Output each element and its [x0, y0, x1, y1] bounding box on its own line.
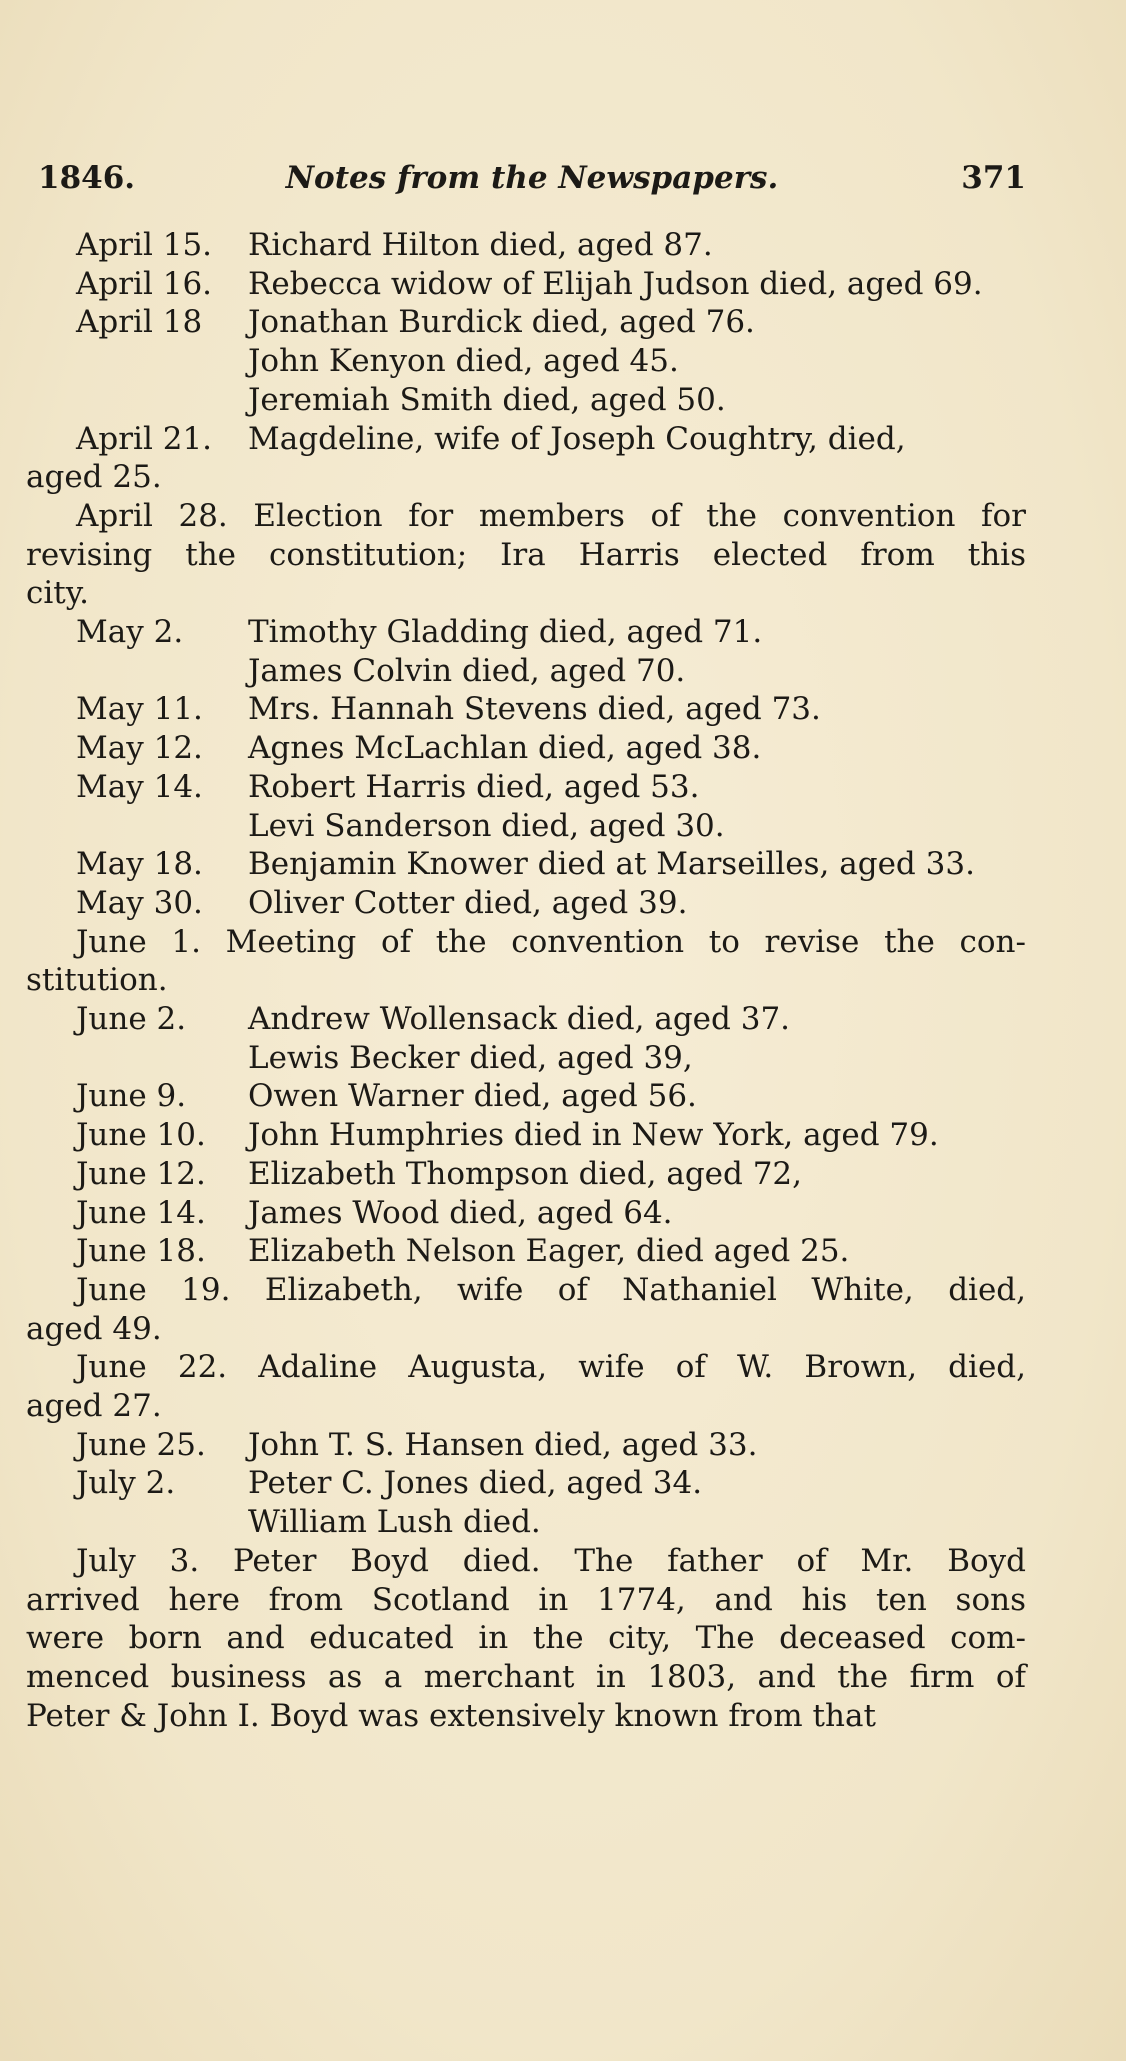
text-line — [26, 1348, 1026, 1386]
entry-text: Benjamin Knower died at Marseilles, aged 33. — [248, 846, 975, 883]
entry-text: Jonathan Burdick died, aged 76. — [248, 304, 755, 341]
continuation-line: stitution. — [26, 962, 168, 999]
header-year: 1846. — [38, 160, 136, 196]
entry-date: June 10. — [76, 1117, 206, 1154]
text-line — [26, 381, 1026, 419]
continuation-line: revising the constitution; Ira Harris elected from this — [26, 536, 1026, 573]
entry-text: James Colvin died, aged 70. — [248, 652, 686, 689]
text-line — [26, 690, 1026, 728]
continuation-line: Peter & John I. Boyd was extensively known from that — [26, 1697, 876, 1734]
text-line — [26, 497, 1026, 535]
entry-text: Peter C. Jones died, aged 34. — [248, 1465, 703, 1502]
entry-text: Jeremiah Smith died, aged 50. — [248, 381, 726, 418]
continuation-line: aged 27. — [26, 1388, 162, 1424]
entry-text: John T. S. Hansen died, aged 33. — [248, 1426, 758, 1463]
entry-date: May 2. — [76, 614, 184, 650]
text-line — [26, 458, 1026, 496]
text-line — [26, 1387, 1026, 1425]
entry-date: April 15. — [76, 227, 213, 263]
text-line — [26, 613, 1026, 651]
text-line — [26, 1077, 1026, 1115]
entry-date: May 18. — [76, 846, 203, 883]
text-line — [26, 845, 1026, 883]
entry-text: Robert Harris died, aged 53. — [248, 768, 700, 805]
text-line — [26, 1581, 1026, 1619]
entry-text: Owen Warner died, aged 56. — [248, 1078, 697, 1115]
continuation-line: arrived here from Scotland in 1774, and his ten sons — [26, 1581, 1026, 1618]
text-line — [26, 1464, 1026, 1502]
entry-text: Richard Hilton died, aged 87. — [248, 227, 713, 263]
text-line — [26, 1116, 1026, 1154]
entry-text: Elizabeth Nelson Eager, died aged 25. — [248, 1233, 850, 1270]
entry-date: April 18 — [76, 304, 203, 341]
text-line — [26, 923, 1026, 961]
entry-date: June 9. — [76, 1078, 187, 1115]
continuation-line: menced business as a merchant in 1803, and the firm of — [26, 1658, 1026, 1695]
entry-date: July 2. — [76, 1465, 176, 1502]
entry-date: May 11. — [76, 691, 203, 728]
text-line — [26, 265, 1026, 303]
text-line — [26, 1155, 1026, 1193]
text-line — [26, 768, 1026, 806]
text-line — [26, 420, 1026, 458]
entry-date: June 2. — [76, 1001, 187, 1037]
entry-line: June 1. Meeting of the convention to revise the con- — [76, 923, 1026, 960]
entry-date: June 18. — [76, 1233, 206, 1270]
text-line — [26, 536, 1026, 574]
entry-text: Elizabeth Thompson died, aged 72, — [248, 1155, 803, 1192]
text-line — [26, 1503, 1026, 1541]
header-title: Notes from the Newspapers. — [285, 160, 779, 196]
entry-text: Oliver Cotter died, aged 39. — [248, 884, 688, 921]
entry-text: Magdeline, wife of Joseph Coughtry, died, — [248, 420, 906, 457]
entry-date: April 21. — [76, 420, 213, 457]
entry-date: May 30. — [76, 884, 203, 921]
entry-line: June 22. Adaline Augusta, wife of W. Brown, died, — [76, 1349, 1026, 1386]
entry-text: Levi Sanderson died, aged 30. — [248, 807, 725, 844]
continuation-line: aged 49. — [26, 1310, 162, 1347]
text-line — [26, 807, 1026, 845]
entry-text: Mrs. Hannah Stevens died, aged 73. — [248, 691, 821, 728]
text-line — [26, 1194, 1026, 1232]
text-line — [26, 961, 1026, 999]
text-line — [26, 342, 1026, 380]
text-line — [26, 1619, 1026, 1657]
entry-text: James Wood died, aged 64. — [248, 1194, 673, 1231]
continuation-line: were born and educated in the city, The deceased com- — [26, 1620, 1026, 1657]
text-line — [26, 884, 1026, 922]
text-line — [26, 1697, 1026, 1735]
text-line — [26, 652, 1026, 690]
text-line — [26, 226, 1026, 264]
text-line — [26, 574, 1026, 612]
text-line — [26, 1039, 1026, 1077]
entry-text: John Humphries died in New York, aged 79. — [248, 1117, 939, 1154]
entry-text: Timothy Gladding died, aged 71. — [248, 614, 763, 650]
entry-date: May 12. — [76, 730, 203, 767]
entry-text: Andrew Wollensack died, aged 37. — [248, 1001, 791, 1037]
text-line — [26, 303, 1026, 341]
entry-text: Rebecca widow of Elijah Judson died, aged 69. — [248, 265, 983, 302]
entry-date: April 16. — [76, 265, 213, 302]
text-line — [26, 729, 1026, 767]
entry-text: William Lush died. — [248, 1504, 541, 1541]
text-line — [26, 1271, 1026, 1309]
entry-text: Lewis Becker died, aged 39, — [248, 1039, 693, 1076]
entry-date: June 14. — [76, 1194, 206, 1231]
text-line — [26, 1310, 1026, 1348]
entry-line: July 3. Peter Boyd died. The father of Mr. Boyd — [76, 1542, 1026, 1579]
entry-date: June 25. — [76, 1426, 206, 1463]
continuation-line: city. — [26, 575, 89, 612]
text-line — [26, 1000, 1026, 1038]
text-line — [26, 1658, 1026, 1696]
entry-line: June 19. Elizabeth, wife of Nathaniel White, died, — [76, 1271, 1026, 1308]
continuation-line: aged 25. — [26, 459, 162, 496]
text-line — [26, 1426, 1026, 1464]
entry-date: May 14. — [76, 768, 203, 805]
entry-date: June 12. — [76, 1155, 206, 1192]
page-number: 371 — [961, 160, 1026, 196]
entry-text: Agnes McLachlan died, aged 38. — [248, 730, 762, 767]
text-line — [26, 1232, 1026, 1270]
entry-line: April 28. Election for members of the convention for — [76, 497, 1026, 534]
entry-text: John Kenyon died, aged 45. — [248, 343, 679, 380]
running-header — [38, 160, 1026, 210]
text-line — [26, 1542, 1026, 1580]
